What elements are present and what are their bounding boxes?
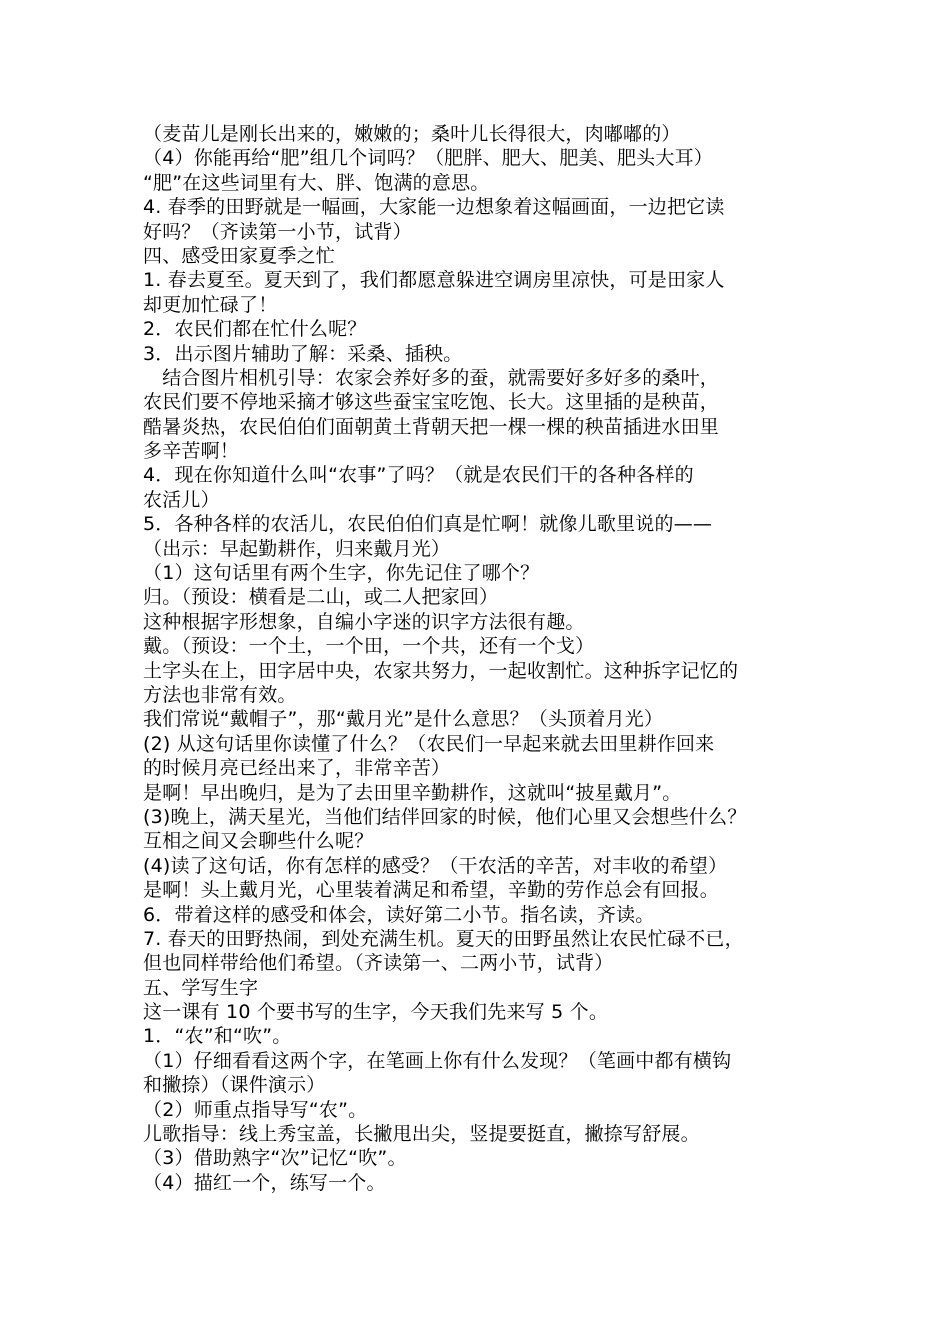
text-line: 这种根据字形想象，自编小字迷的识字方法很有趣。 — [143, 610, 585, 633]
text-line: 多辛苦啊！ — [143, 440, 240, 463]
text-line: (4)读了这句话，你有怎样的感受？（干农活的辛苦，对丰收的希望） — [143, 854, 728, 877]
text-line: 酷暑炎热，农民伯伯们面朝黄土背朝天把一棵一棵的秧苗插进水田里 — [143, 415, 720, 438]
text-line: 儿歌指导：线上秀宝盖，长撇甩出尖，竖提要挺直，撇捺写舒展。 — [143, 1123, 700, 1146]
text-line: 7. 春天的田野热闹，到处充满生机。夏天的田野虽然让农民忙碌不已， — [143, 927, 744, 950]
text-line: 5．各种各样的农活儿，农民伯伯们真是忙啊！就像儿歌里说的—— — [143, 513, 713, 536]
text-line: 却更加忙碌了！ — [143, 293, 278, 316]
text-line: 2．农民们都在忙什么呢？ — [143, 318, 367, 341]
text-line: （3）借助熟字“次”记忆“吹”。 — [143, 1147, 407, 1170]
text-line: “肥”在这些词里有大、胖、饱满的意思。 — [143, 171, 490, 194]
document-body — [143, 122, 833, 1195]
text-line: 戴。（预设：一个土，一个田，一个共，还有一个戈） — [143, 635, 595, 658]
text-line: （4）描红一个，练写一个。 — [143, 1171, 386, 1194]
text-line: 的时候月亮已经出来了，非常辛苦） — [143, 757, 451, 780]
text-line: 结合图片相机引导：农家会养好多的蚕，就需要好多好多的桑叶， — [143, 366, 720, 389]
text-line: （4）你能再给“肥”组几个词吗？（肥胖、肥大、肥美、肥头大耳） — [143, 147, 713, 170]
text-line: 但也同样带给他们希望。（齐读第一、二两小节，试背） — [143, 952, 614, 975]
text-line: 互相之间又会聊些什么呢？ — [143, 830, 374, 853]
text-line: 和撇捺）（课件演示） — [143, 1074, 326, 1097]
text-line: 农活儿） — [143, 488, 220, 511]
text-line: 我们常说“戴帽子”，那“戴月光”是什么意思？（头顶着月光） — [143, 708, 664, 731]
section-heading: 四、感受田家夏季之忙 — [143, 244, 336, 267]
text-line: （麦苗儿是刚长出来的，嫩嫩的；桑叶儿长得很大，肉嘟嘟的） — [143, 123, 681, 145]
text-line: 1．“农”和“吹”。 — [143, 1025, 292, 1048]
text-line: 土字头在上，田字居中央，农家共努力，一起收割忙。这种拆字记忆的 — [143, 659, 739, 682]
text-line: （出示：早起勤耕作，归来戴月光） — [143, 537, 451, 560]
text-line: 这一课有 10 个要书写的生字，今天我们先来写 5 个。 — [143, 1001, 609, 1024]
text-line: 归。（预设：横看是二山，或二人把家回） — [143, 586, 499, 609]
text-line: （1）仔细看看这两个字，在笔画上你有什么发现？（笔画中都有横钩 — [143, 1049, 732, 1072]
text-line: 农民们要不停地采摘才够这些蚕宝宝吃饱、长大。这里插的是秧苗， — [143, 391, 720, 414]
text-line: 是啊！早出晚归，是为了去田里辛勤耕作，这就叫“披星戴月”。 — [143, 781, 682, 804]
section-heading: 五、学写生字 — [143, 976, 259, 999]
text-line: 3．出示图片辅助了解：采桑、插秧。 — [143, 342, 463, 365]
text-line: （2）师重点指导写“农”。 — [143, 1098, 368, 1121]
text-line: 4. 春季的田野就是一幅画，大家能一边想象着这幅画面，一边把它读 — [143, 196, 725, 219]
text-line: 1. 春去夏至。夏天到了，我们都愿意躲进空调房里凉快，可是田家人 — [143, 269, 725, 292]
text-line: （1）这句话里有两个生字，你先记住了哪个？ — [143, 562, 540, 585]
text-line: (2) 从这句话里你读懂了什么？（农民们一早起来就去田里耕作回来 — [143, 732, 715, 755]
text-line: 方法也非常有效。 — [143, 683, 297, 706]
text-line: 好吗？（齐读第一小节，试背） — [143, 220, 412, 243]
text-line: 是啊！头上戴月光，心里装着满足和希望，辛勤的劳作总会有回报。 — [143, 879, 720, 902]
text-line: (3)晚上，满天星光，当他们结伴回家的时候，他们心里又会想些什么？ — [143, 805, 747, 828]
text-line: 4．现在你知道什么叫“农事”了吗？（就是农民们干的各种各样的 — [143, 464, 694, 487]
text-line: 6．带着这样的感受和体会，读好第二小节。指名读，齐读。 — [143, 903, 655, 926]
